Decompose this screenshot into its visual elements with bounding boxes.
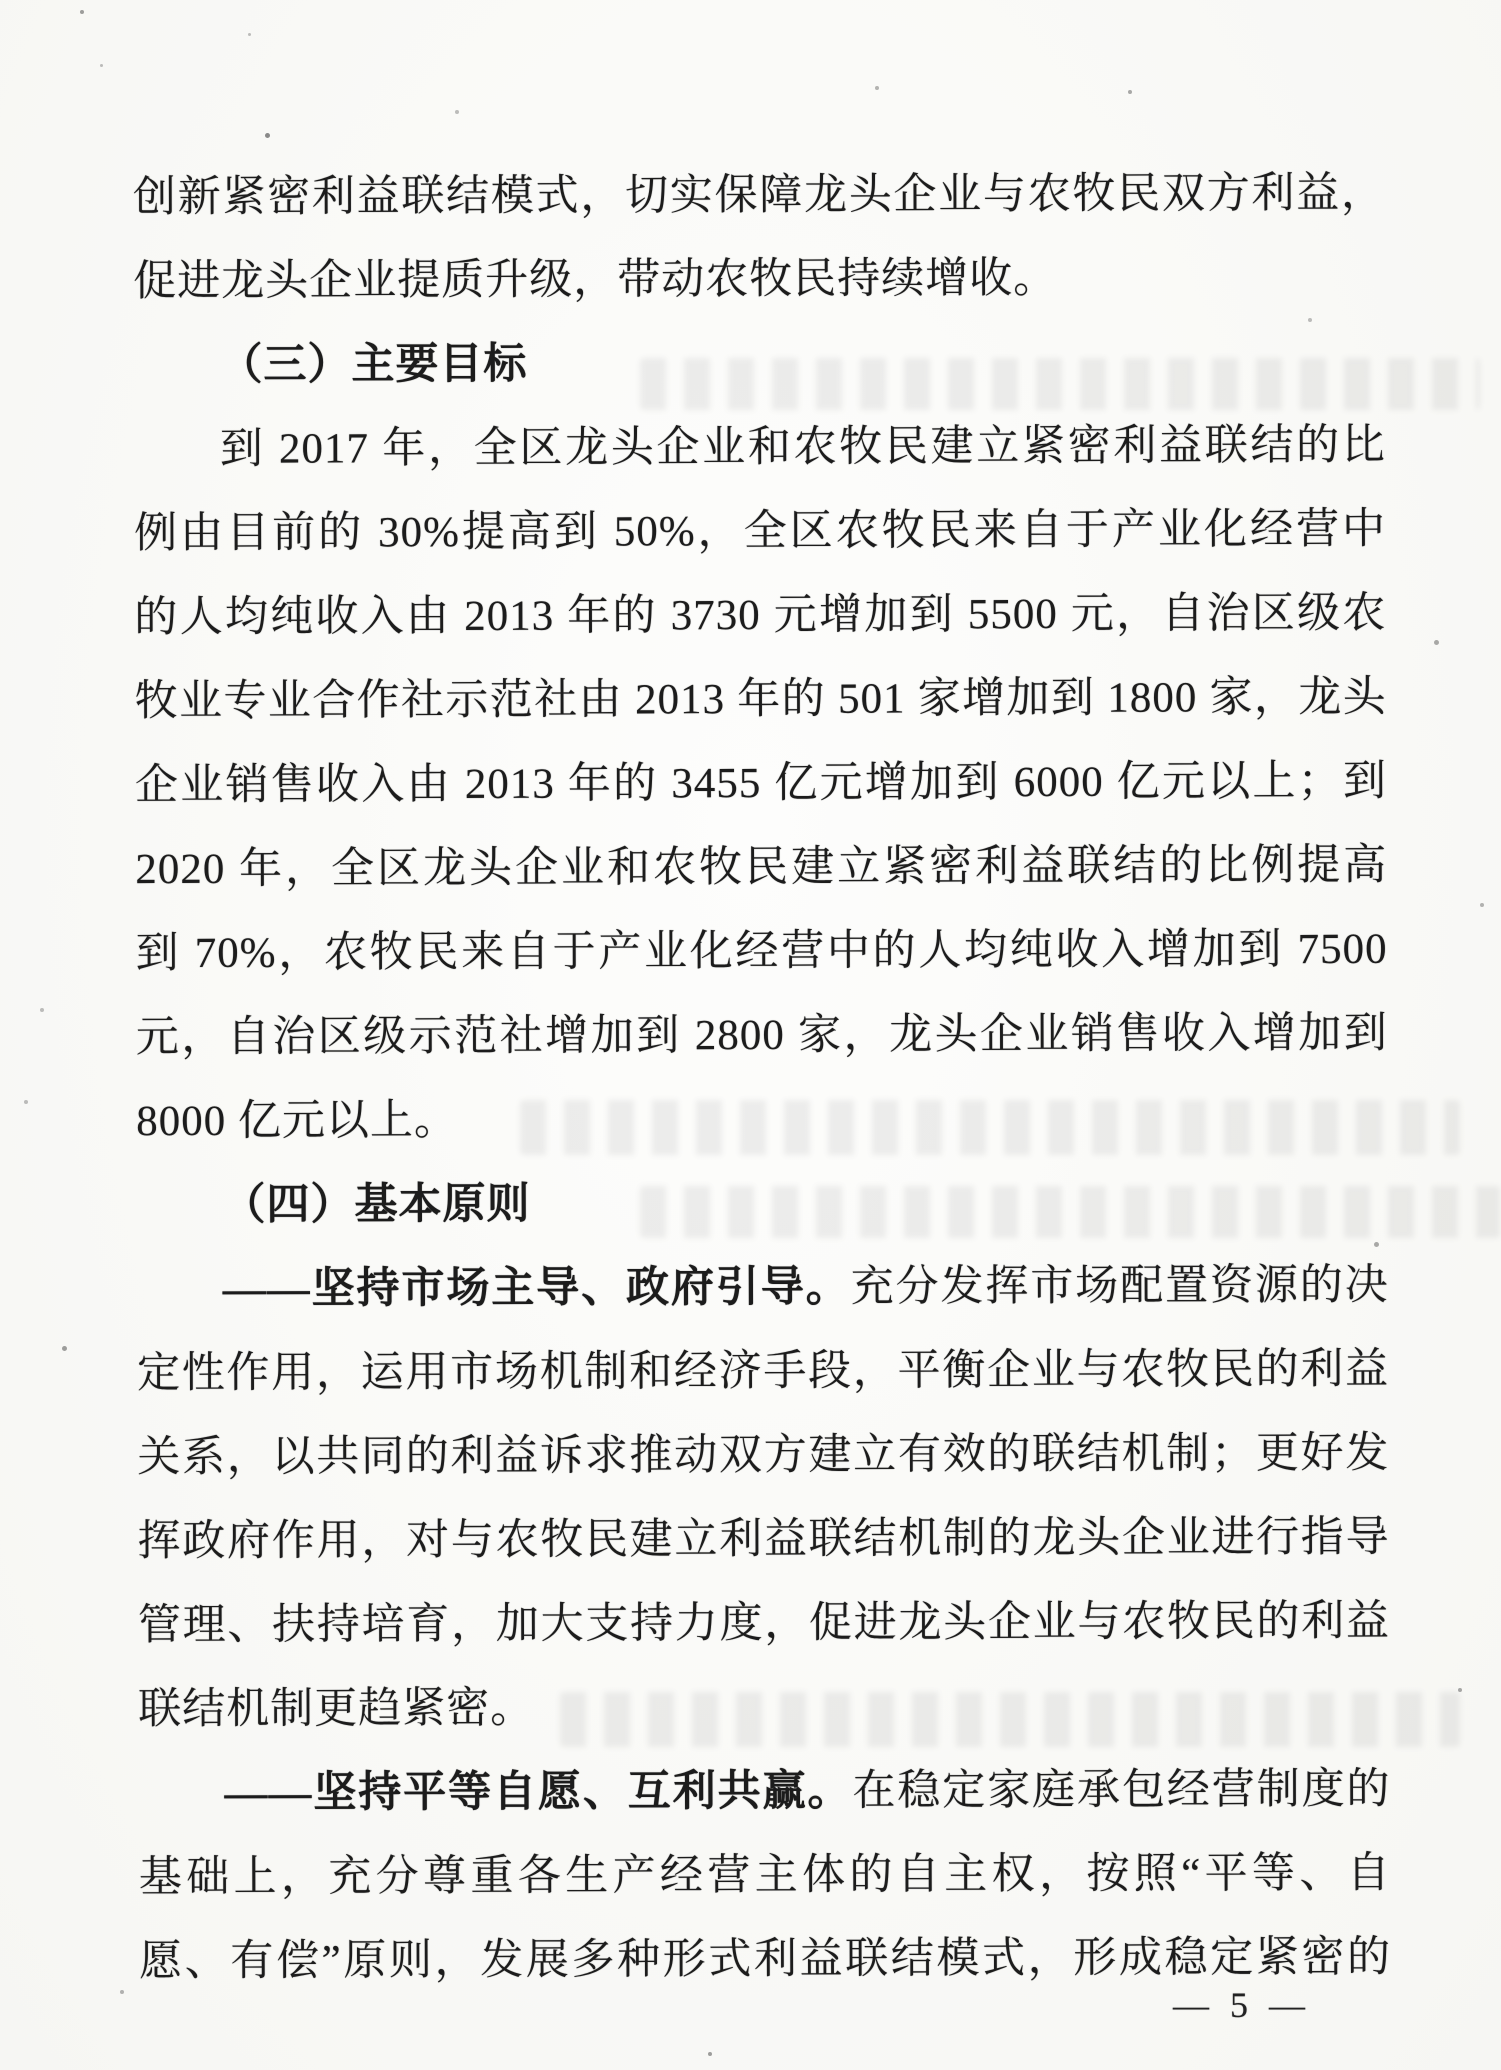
text-line: 元，自治区级示范社增加到 2800 家，龙头企业销售收入增加到: [135, 1009, 1388, 1062]
text-line: 的人均纯收入由 2013 年的 3730 元增加到 5500 元，自治区级农: [134, 589, 1387, 642]
scan-speck: [80, 10, 84, 14]
text-line: 创新紧密利益联结模式，切实保障龙头企业与农牧民双方利益，: [132, 169, 1385, 222]
text-line: ——坚持平等自愿、互利共赢。在稳定家庭承包经营制度的: [224, 1765, 1391, 1817]
scan-speck: [40, 1008, 44, 1012]
scan-speck: [1458, 1688, 1462, 1692]
text-line: 8000 亿元以上。: [136, 1097, 458, 1146]
text-line: 挥政府作用，对与农牧民建立利益联结机制的龙头企业进行指导: [137, 1513, 1390, 1566]
scan-speck: [100, 64, 103, 67]
scan-speck: [875, 86, 879, 90]
text-line: 牧业专业合作社示范社由 2013 年的 501 家增加到 1800 家，龙头: [134, 673, 1387, 726]
section-heading: （四）基本原则: [222, 1180, 531, 1229]
scan-speck: [1434, 640, 1439, 645]
text-line: 基础上，充分尊重各生产经营主体的自主权，按照“平等、自: [138, 1849, 1391, 1902]
text-line: 管理、扶持培育，加大支持力度，促进龙头企业与农牧民的利益: [137, 1597, 1390, 1650]
scan-speck: [62, 1346, 67, 1351]
scan-speck: [1128, 90, 1132, 94]
scan-speck: [265, 133, 270, 138]
scan-speck: [1480, 903, 1484, 907]
section-heading: （三）主要目标: [219, 340, 528, 389]
scan-speck: [455, 110, 459, 114]
text-line: 联结机制更趋紧密。: [138, 1684, 535, 1734]
text-line: 定性作用，运用市场机制和经济手段，平衡企业与农牧民的利益: [136, 1345, 1390, 1398]
text-line: 关系，以共同的利益诉求推动双方建立有效的联结机制；更好发: [137, 1429, 1390, 1482]
text-line: 到 70%，农牧民来自于产业化经营中的人均纯收入增加到 7500: [135, 925, 1388, 978]
text-line: 企业销售收入由 2013 年的 3455 亿元增加到 6000 亿元以上；到: [134, 757, 1388, 810]
text-line: ——坚持市场主导、政府引导。充分发挥市场配置资源的决: [222, 1261, 1389, 1313]
page-number: — 5 —: [1173, 1985, 1311, 2025]
emphasis-lead: ——坚持平等自愿、互利共赢。: [224, 1767, 853, 1817]
document-text: [133, 152, 1391, 2004]
scan-speck: [708, 2052, 712, 2056]
scan-speck: [120, 1990, 124, 1994]
scan-speck: [24, 1100, 28, 1104]
text-line: 到 2017 年，全区龙头企业和农牧民建立紧密利益联结的比: [219, 421, 1386, 473]
text-line: 例由目前的 30%提高到 50%，全区农牧民来自于产业化经营中: [134, 505, 1387, 558]
emphasis-lead: ——坚持市场主导、政府引导。: [222, 1263, 851, 1313]
text-line: 促进龙头企业提质升级，带动农牧民持续增收。: [133, 254, 1058, 306]
text-line: 愿、有偿”原则，发展多种形式利益联结模式，形成稳定紧密的: [138, 1933, 1392, 1986]
scan-speck: [248, 33, 251, 36]
text-line: 2020 年，全区龙头企业和农牧民建立紧密利益联结的比例提高: [135, 841, 1388, 894]
